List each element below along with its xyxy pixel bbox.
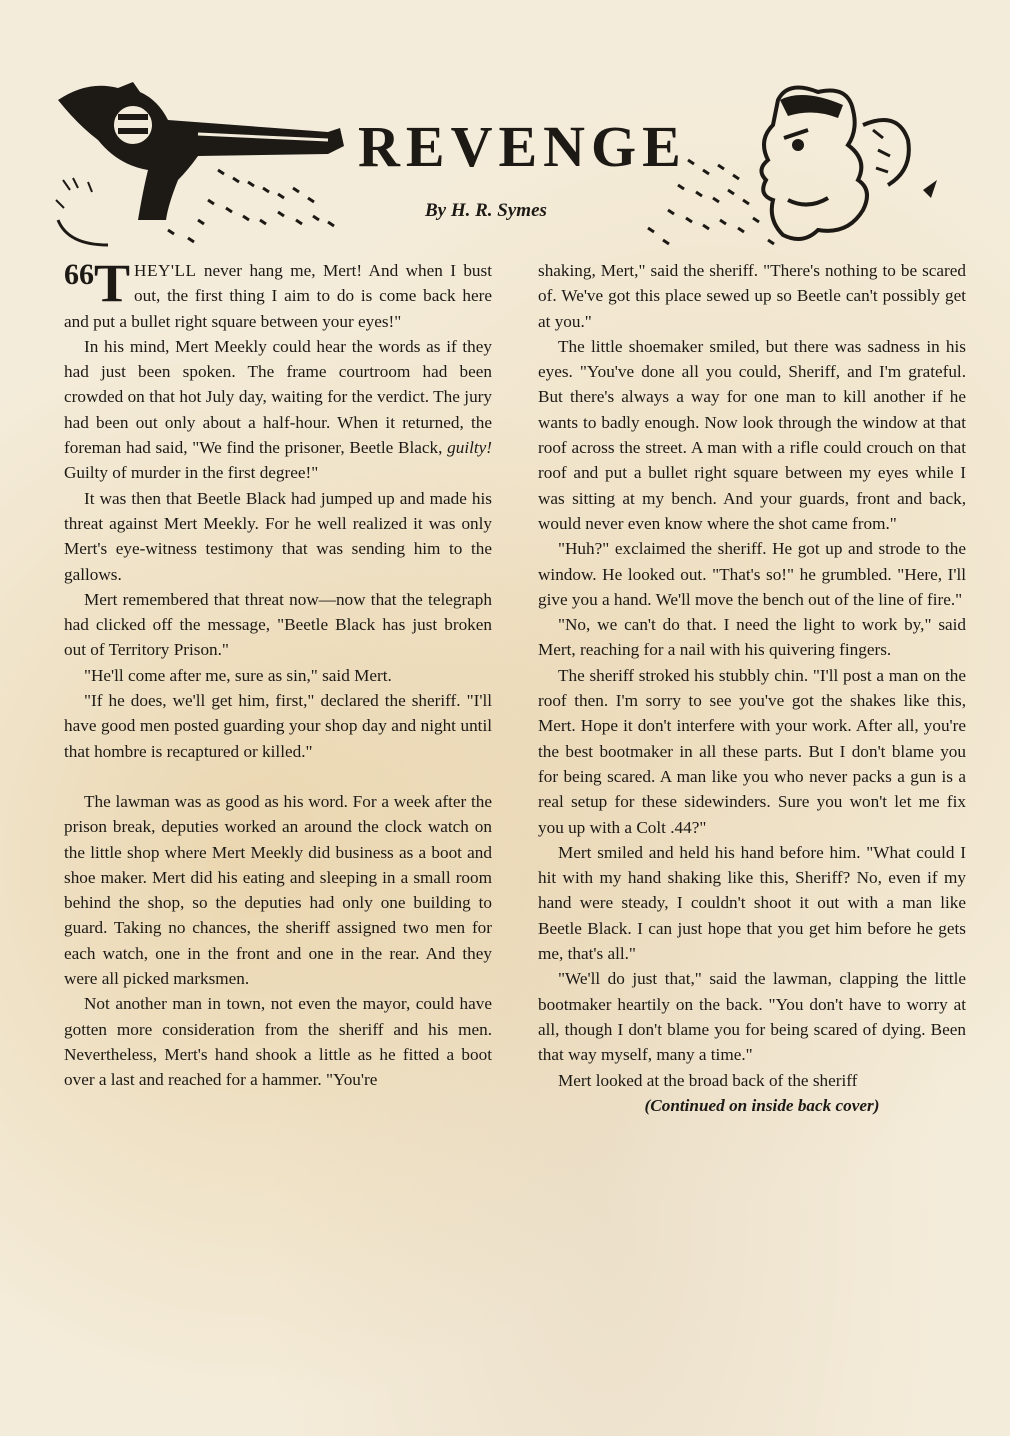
- paragraph: It was then that Beetle Black had jumped up and made his threat against Mert Meekly. For he well realized it was only Mert's eye-witness testimony that was sending him to the gallows.: [64, 488, 492, 584]
- story-title: REVENGE: [358, 114, 687, 179]
- paragraph: "No, we can't do that. I need the light to work by," said Mert, reaching for a nail with his quivering fingers.: [538, 615, 966, 660]
- paragraph: Mert remembered that threat now—now that the telegraph had clicked off the message, "Beetle Black has just broken out of Territory Prison.": [64, 589, 492, 660]
- paragraph: "He'll come after me, sure as sin," said Mert.: [84, 665, 392, 685]
- paragraph-text: never hang me, Mert! And when I bust out, the first thing I aim to do is come back here and put a bullet right square between your eyes!": [64, 261, 492, 331]
- paragraph: The little shoemaker smiled, but there was sadness in his eyes. "You've done all you could, Sheriff, and I'm grateful. But there's always a way for one man to kill another if he wants to badly enough. Now look through the window at that roof across the street. A man with a rifle could crouch on that roof and put a bullet right square between my eyes while I was sitting at my bench. And your guards, front and back, would never even know where the shot came from.": [538, 336, 966, 533]
- paragraph-text: In his mind, Mert Meekly could hear the words as if they had just been spoken. The frame courtroom had been crowded on that hot July day, waiting for the verdict. The jury had been out only about a half-hour. When it returned, the foreman had said, "We find the prisoner, Beetle Black,: [64, 336, 492, 458]
- paragraph: Mert looked at the broad back of the sheriff: [558, 1070, 858, 1090]
- right-column: [538, 258, 966, 1118]
- left-column: [64, 253, 492, 1093]
- paragraph: Not another man in town, not even the mayor, could have gotten more consideration from the sheriff and his men. Nevertheless, Mert's hand shook a little as he fitted a boot over a last and reached for a hammer. "You're: [64, 994, 492, 1090]
- paragraph: Mert smiled and held his hand before him. "What could I hit with my hand shaking like this, Sheriff? No, even if my hand were steady, I couldn't shoot it out with a man like Beetle Black. I can just hope that you get him before he gets me, that's all.": [538, 842, 966, 964]
- opening-quote-mark: 66: [64, 258, 94, 291]
- paragraph-text: Guilty of murder in the first degree!": [64, 463, 319, 483]
- paragraph: "If he does, we'll get him, first," declared the sheriff. "I'll have good men posted guarding your shop day and night until that hombre is recaptured or killed.": [64, 691, 492, 761]
- emphasis-text: guilty!: [447, 438, 492, 458]
- paragraph: [64, 253, 492, 334]
- paragraph: "Huh?" exclaimed the sheriff. He got up and strode to the window. He looked out. "That's so!" he grumbled. "Here, I'll give you a hand. We'll move the bench out of the line of fire.": [538, 539, 966, 609]
- paragraph: [64, 334, 492, 486]
- paragraph: "We'll do just that," said the lawman, clapping the little bootmaker heartily on the back. "You don't have to worry at all, though I don't blame you for being scared of dying. Been that way myself, many a time.": [538, 969, 966, 1065]
- revolver-icon: [48, 70, 358, 260]
- story-byline: By H. R. Symes: [425, 200, 547, 221]
- story-header: [48, 70, 968, 260]
- paragraph: The lawman was as good as his word. For a week after the prison break, deputies worked an around the clock watch on the little shop where Mert Meekly did business as a boot and shoe maker. Mert did his eating and sleeping in a small room behind the shop, so the deputies had only one building to guard. Taking no chances, the sheriff assigned two men for each watch, one in the front and one in the rear. And they were all picked marksmen.: [64, 791, 492, 989]
- continued-note: (Continued on inside back cover): [644, 1095, 880, 1115]
- lead-in-caps: HEY'LL: [134, 261, 197, 280]
- paragraph: shaking, Mert," said the sheriff. "There's nothing to be scared of. We've got this place sewed up so Beetle can't possibly get at you.": [538, 261, 966, 331]
- drop-cap-letter: T: [94, 253, 131, 313]
- paragraph: The sheriff stroked his stubbly chin. "I'll post a man on the roof then. I'm sorry to see you've got the shakes like this, Mert. Hope it don't interfere with your work. After all, you're the best bootmaker in all these parts. But I don't blame you for being scared. A man like you who never packs a gun is a real setup for these sidewinders. Sure you won't let me fix you up with a Colt .44?": [538, 665, 966, 837]
